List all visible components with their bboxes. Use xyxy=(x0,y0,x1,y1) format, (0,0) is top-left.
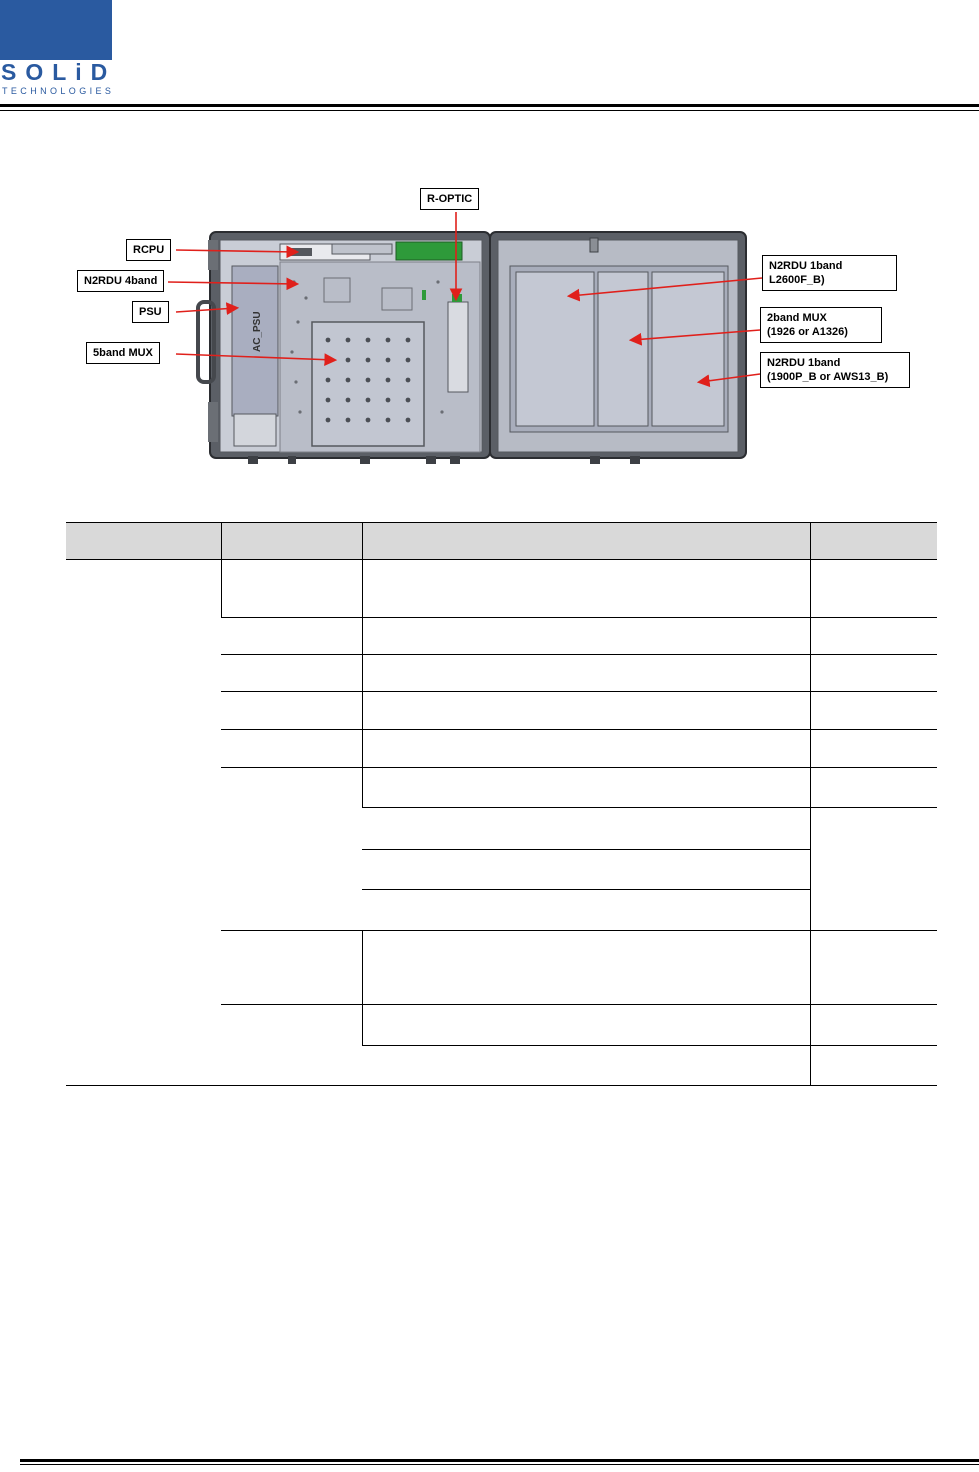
spec-table xyxy=(66,522,937,1086)
table-cell xyxy=(810,808,937,931)
header-rule xyxy=(0,104,979,107)
company-logo xyxy=(0,0,117,98)
table-cell xyxy=(362,890,810,931)
logo-wordmark: SOLiD xyxy=(1,59,117,85)
callout-5band-mux: 5band MUX xyxy=(86,342,160,364)
psu-module-label: AC_PSU xyxy=(252,311,263,352)
header-rule-thin xyxy=(0,110,979,111)
table-cell xyxy=(810,655,937,692)
table-header-cell xyxy=(221,523,362,560)
r-optic-module xyxy=(448,302,468,392)
footer-rule-thin xyxy=(20,1464,979,1465)
table-cell xyxy=(221,560,362,618)
table-cell xyxy=(362,730,810,768)
footer-rule xyxy=(20,1459,979,1462)
table-cell xyxy=(221,655,362,692)
table-row xyxy=(66,560,937,618)
r-optic-connector xyxy=(452,294,462,302)
table-cell xyxy=(362,931,810,1005)
psu-connector-panel xyxy=(234,414,276,446)
table-cell xyxy=(362,850,810,890)
table-cell xyxy=(810,768,937,808)
logo-block xyxy=(0,0,112,60)
callout-psu: PSU xyxy=(132,301,169,323)
table-cell xyxy=(362,768,810,808)
rcpu-ports xyxy=(332,244,392,254)
callout-r-optic: R-OPTIC xyxy=(420,188,479,210)
table-cell xyxy=(362,1046,810,1086)
table-cell xyxy=(810,1046,937,1086)
table-cell xyxy=(221,1005,362,1086)
table-cell xyxy=(362,692,810,730)
mux-2band-module xyxy=(598,272,648,426)
table-cell xyxy=(221,931,362,1005)
table-header-row xyxy=(66,523,937,560)
table-cell xyxy=(810,1005,937,1046)
door-valve xyxy=(590,238,598,252)
left-bracket-bottom xyxy=(208,402,218,442)
table-header-cell xyxy=(362,523,810,560)
table-cell xyxy=(810,692,937,730)
callout-rcpu: RCPU xyxy=(126,239,171,261)
callout-2band-mux: 2band MUX (1926 or A1326) xyxy=(760,307,882,343)
table-cell xyxy=(362,560,810,618)
table-cell xyxy=(66,560,221,1086)
table-cell xyxy=(810,618,937,655)
table-cell xyxy=(362,655,810,692)
table-cell xyxy=(362,1005,810,1046)
table-cell xyxy=(810,730,937,768)
logo-subtitle: TECHNOLOGIES xyxy=(2,86,115,96)
unit-diagram xyxy=(70,182,920,482)
table-cell xyxy=(810,560,937,618)
callout-n2rdu-4band: N2RDU 4band xyxy=(77,270,164,292)
n2rdu-1band-1900-module xyxy=(652,272,724,426)
callout-n2rdu-1band-1900: N2RDU 1band (1900P_B or AWS13_B) xyxy=(760,352,910,388)
table-cell xyxy=(221,692,362,730)
table-cell xyxy=(221,768,362,931)
table-cell xyxy=(221,618,362,655)
left-bracket-top xyxy=(208,240,218,270)
table-cell xyxy=(362,618,810,655)
table-header-cell xyxy=(810,523,937,560)
callout-n2rdu-1band-l2600: N2RDU 1band L2600F_B) xyxy=(762,255,897,291)
table-cell xyxy=(362,808,810,850)
table-header-cell xyxy=(66,523,221,560)
table-cell xyxy=(810,931,937,1005)
fiber-tray xyxy=(396,242,462,260)
table-cell xyxy=(221,730,362,768)
